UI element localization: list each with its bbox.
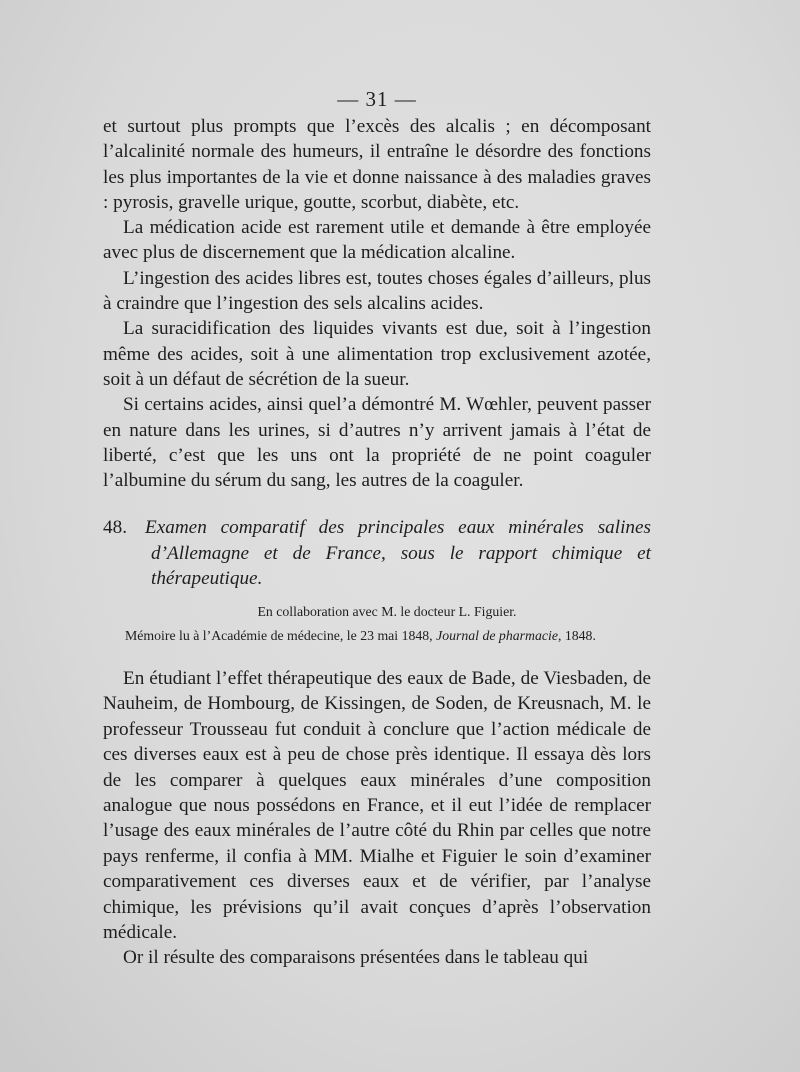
paragraph: La suracidification des liquides vivants est due, soit à l’ingestion même des acides, soit à une alimentation trop exclusivement azotée, soit à un défaut de sécrétion de la sueur. [103, 318, 651, 390]
memoire-journal: Journal de pharmacie [436, 627, 558, 643]
page-number: — 31 — [337, 87, 417, 111]
section-title: Examen comparatif des principales eaux minérales salines d’Allemagne et de France, sous le rapport chimique et thérapeutique. [145, 517, 651, 590]
paragraph: L’ingestion des acides libres est, toutes choses égales d’ailleurs, plus à craindre que l’ingestion des sels alcalins acides. [103, 267, 651, 315]
paragraph: En étudiant l’effet thérapeutique des eaux de Bade, de Viesbaden, de Nauheim, de Hombourg, de Kissingen, de Soden, de Kreusnach, M. le professeur Trousseau fut conduit à conclure que l’action médicale de ces diverses eaux est à peu de chose près identique. Il essaya dès lors de les comparer à quelques eaux minérales d’une composition analogue que nous possédons en France, et il eut l’idée de remplacer l’usage des eaux minérales de l’autre côté du Rhin par celles que notre pays renferme, il confia à MM. Mialhe et Figuier le soin d’examiner comparativement ces diverses eaux et de vérifier, par l’analyse chimique, les prévisions qu’il avait conçues d’après l’observation médicale. [103, 667, 651, 944]
section-number: 48. [103, 517, 127, 539]
paragraph: Or il résulte des comparaisons présentées dans le tableau qui [123, 947, 589, 969]
top-paragraphs [103, 114, 651, 493]
bottom-paragraphs [103, 666, 651, 971]
memoire-suffix: , 1848. [557, 627, 596, 643]
paragraph: Si certains acides, ainsi quel’a démontré M. Wœhler, peuvent passer en nature dans les urines, si d’autres n’y arrivent jamais à l’état de liberté, c’est que les uns ont la propriété de ne point coaguler l’albumine du sérum du sang, les autres de la coaguler. [103, 394, 651, 492]
memoire-prefix: Mémoire lu à l’Académie de médecine, le 23 mai 1848, [125, 627, 433, 643]
section-heading [103, 515, 651, 592]
paragraph: La médication acide est rarement utile et demande à être employée avec plus de discernement que la médication alcaline. [103, 217, 651, 264]
collaboration-note: En collaboration avec M. le docteur L. Figuier. [257, 603, 517, 619]
text-block [103, 86, 651, 971]
paragraph: et surtout plus prompts que l’excès des alcalis ; en décomposant l’alcalinité normale des humeurs, il entraîne le désordre des fonctions les plus importantes de la vie et donne naissance à des maladies graves : pyrosis, gravelle urique, goutte, scorbut, diabète, etc. [103, 116, 651, 213]
memoire-note [125, 626, 651, 646]
